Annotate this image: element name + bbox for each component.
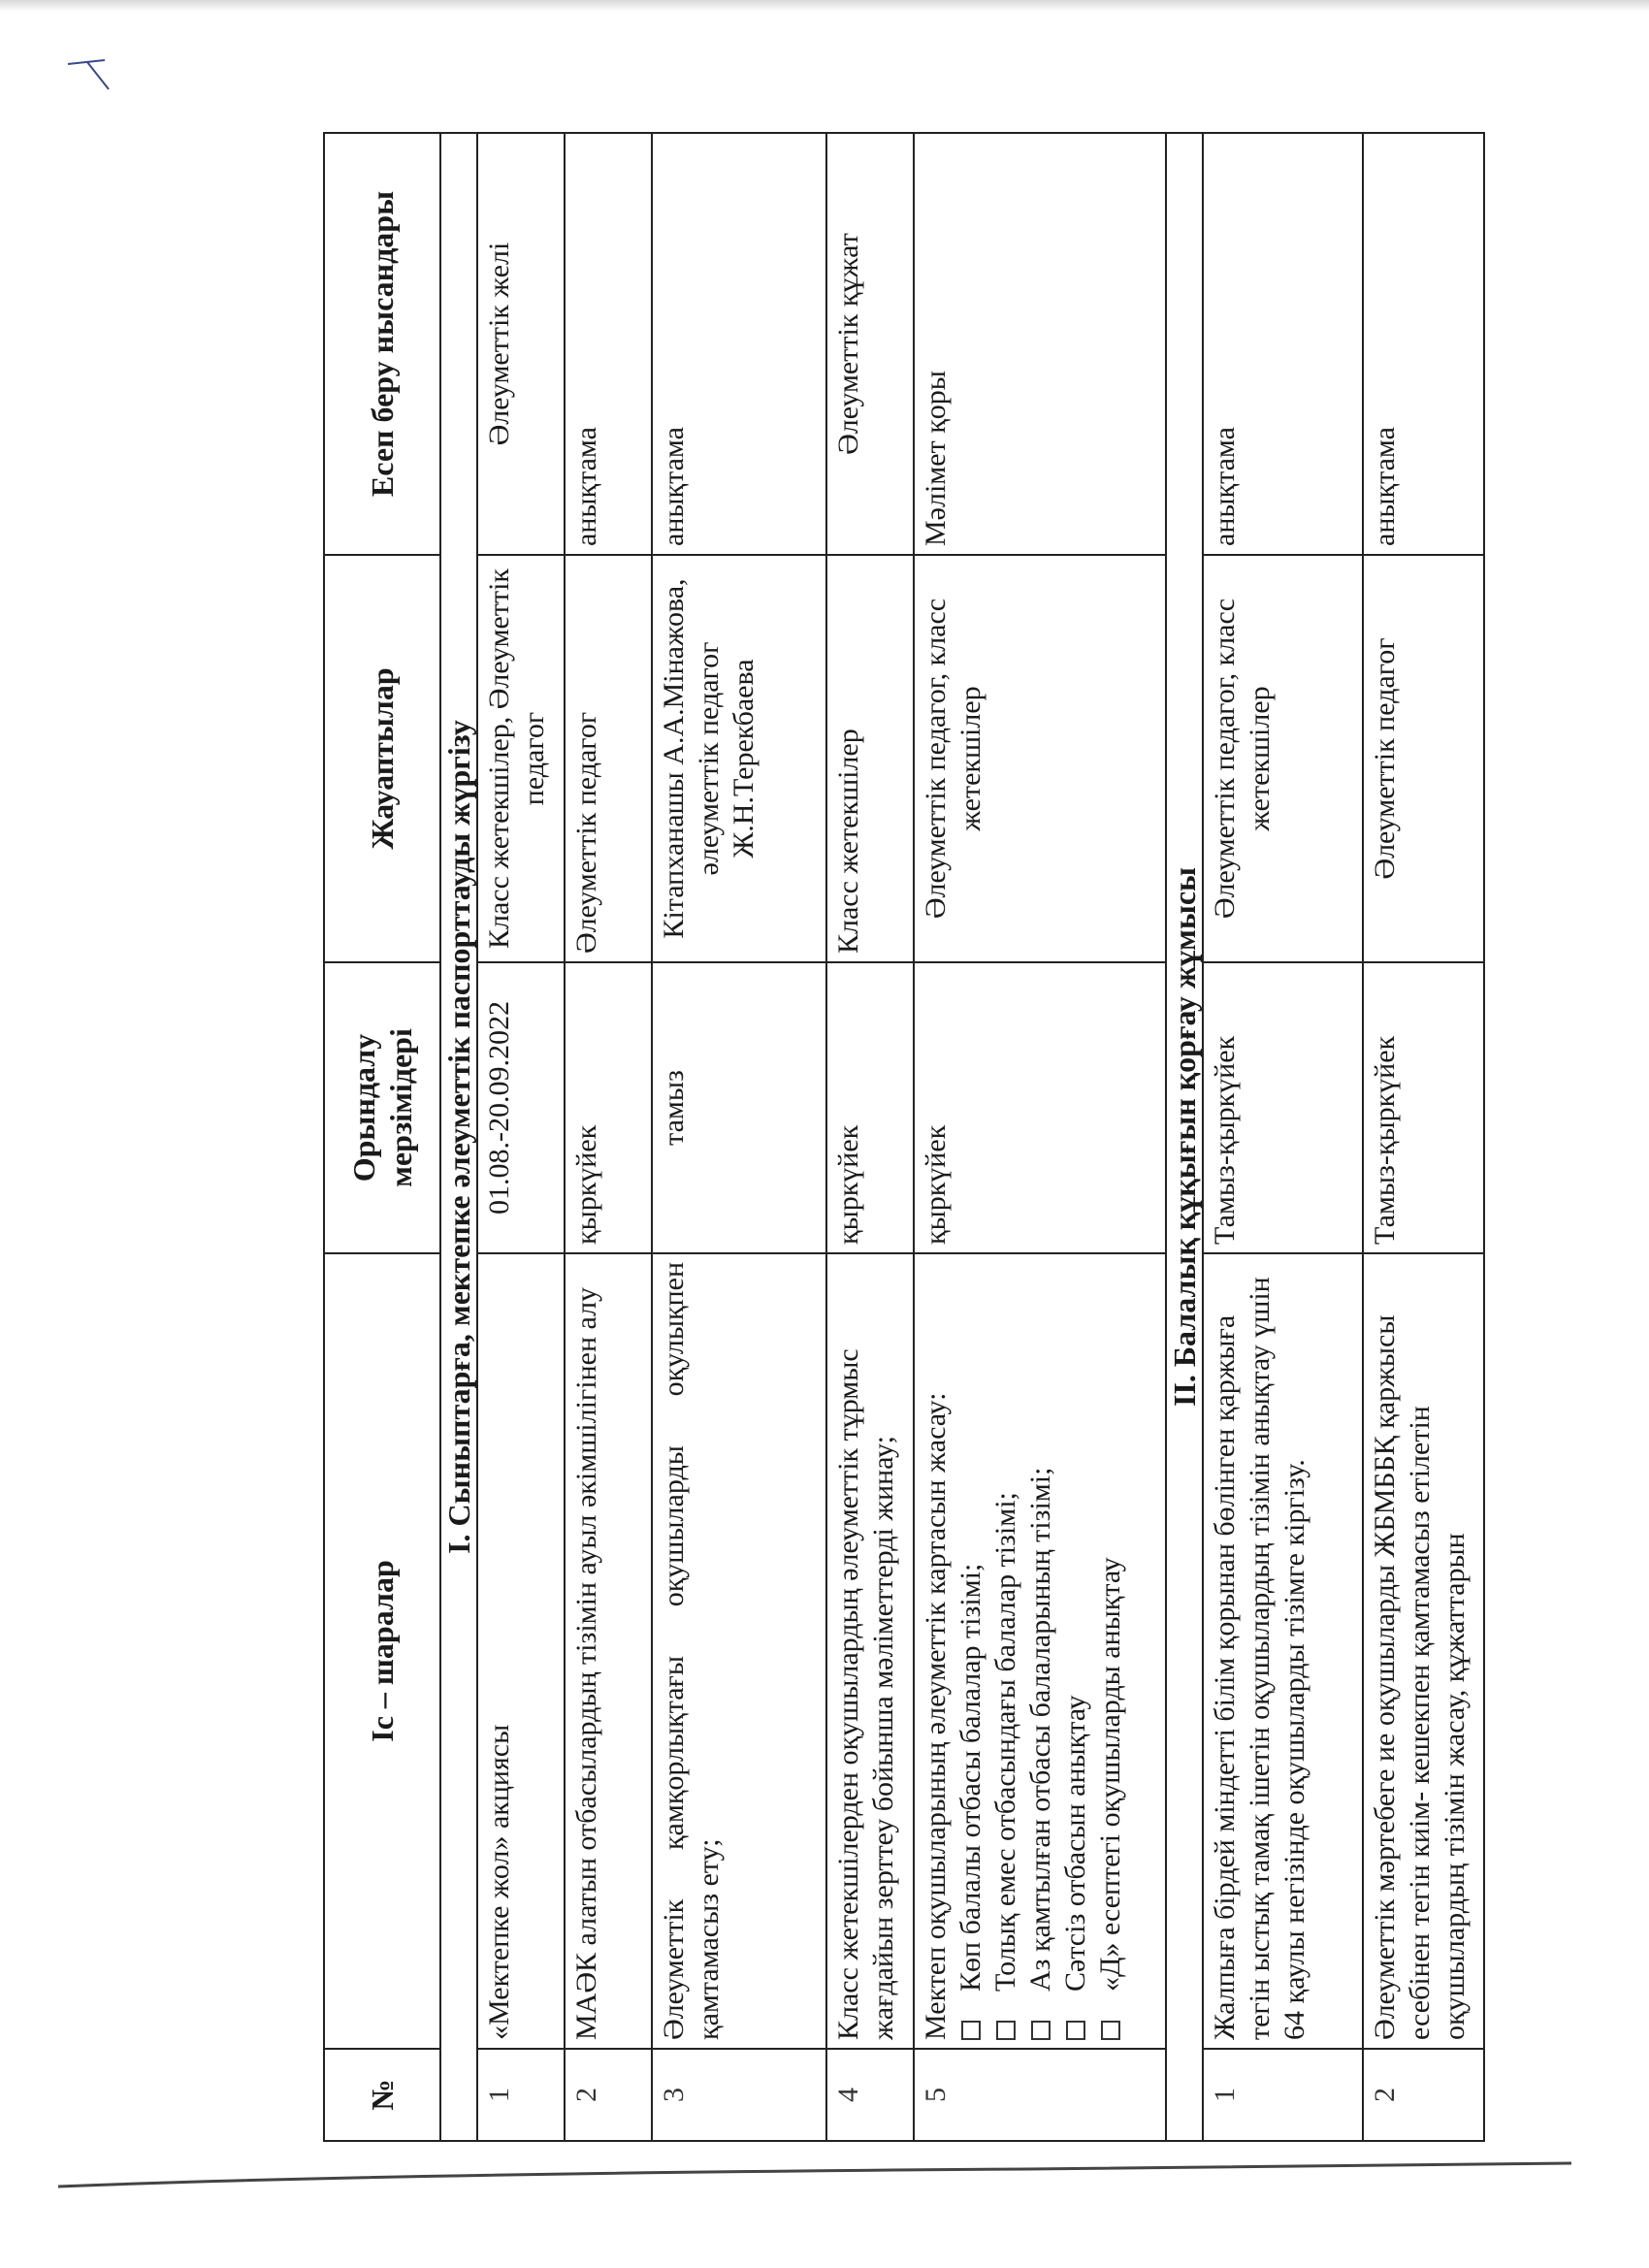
list-item: Толық емес отбасындағы балалар тізімі; [988, 1262, 1023, 2040]
row-report: анықтама [1203, 133, 1363, 555]
list-item: «Д» есептегі оқушыларды анықтау [1093, 1262, 1128, 2040]
row-activity: Жалпыға бірдей міндетті білім қорынан бөлінген қаржыға тегін ыстық тамақ ішетін оқушылардың тізімін анықтау үшін 64 қаулы негізінде оқушыларды тізімге кіргізу. [1203, 1253, 1363, 2049]
row-num: 2 [565, 2049, 652, 2141]
row-responsible: Класс жетекшілер, Әлеуметтік педагог [477, 555, 565, 962]
bullet-box-icon [1066, 2021, 1085, 2040]
row-report: анықтама [1363, 133, 1484, 555]
list-item: Сәтсіз отбасын анықтау [1058, 1262, 1093, 2040]
bullet-box-icon [996, 2021, 1016, 2040]
header-deadline: Орындалу мерзімідері [324, 962, 440, 1253]
table-row [914, 133, 1166, 2141]
row-num: 1 [477, 2049, 565, 2141]
row-deadline: қыркүйек [565, 962, 652, 1253]
plan-table [323, 132, 1485, 2142]
header-report: Есеп беру нысандары [324, 133, 440, 555]
row-activity: «Мектепке жол» акциясы [477, 1253, 565, 2049]
row-deadline: 01.08.-20.09.2022 [477, 962, 565, 1253]
table-row [652, 133, 826, 2141]
row-report: анықтама [652, 133, 826, 555]
table-row [826, 133, 914, 2141]
row-deadline: қыркүйек [914, 962, 1166, 1253]
section-1-title: І. Сыныптарға, мектепке әлеуметтік паспорттауды жүргізу [440, 133, 477, 2141]
section-title-row [440, 133, 477, 2141]
pen-mark [66, 58, 111, 91]
table-row [1203, 133, 1363, 2141]
row-deadline: тамыз [652, 962, 826, 1253]
row-activity: Класс жетекшілерден оқушылардың әлеуметтік тұрмыс жағдайын зерттеу бойынша мәліметтерді жинау; [826, 1253, 914, 2049]
row-report: Әлеуметтік құжат [826, 133, 914, 555]
list-item: Көп балалы отбасы балалар тізімі; [954, 1262, 988, 2040]
bullet-box-icon [961, 2021, 981, 2040]
row-num: 5 [914, 2049, 1166, 2141]
table-row [1363, 133, 1484, 2141]
section-2-title: ІІ. Балалық құқығын қорғау жұмысы [1166, 133, 1203, 2141]
row-responsible: Әлеуметтік педагог, класс жетекшілер [914, 555, 1166, 962]
row-report: Мәлімет қоры [914, 133, 1166, 555]
header-num: № [324, 2049, 440, 2141]
row-responsible: Әлеуметтік педагог [1363, 555, 1484, 962]
row-responsible: Класс жетекшілер [826, 555, 914, 962]
section-title-row [1166, 133, 1203, 2141]
row-activity: Әлеуметтік қамқорлықтағы оқушыларды оқулықпен қамтамасыз ету; [652, 1253, 826, 2049]
row-deadline: Тамыз-қыркүйек [1363, 962, 1484, 1253]
table-row [477, 133, 565, 2141]
header-responsible: Жауаптылар [324, 555, 440, 962]
bullet-box-icon [1031, 2021, 1051, 2040]
row-deadline: қыркүйек [826, 962, 914, 1253]
table-header-row [324, 133, 440, 2141]
row-num: 4 [826, 2049, 914, 2141]
row-responsible: Әлеуметтік педагог [565, 555, 652, 962]
list-item: Аз қамтылған отбасы балаларының тізімі; [1023, 1262, 1058, 2040]
row-deadline: Тамыз-қыркүйек [1203, 962, 1363, 1253]
bullet-box-icon [1101, 2021, 1120, 2040]
row-responsible: Кітапханашы А.А.Мінажова, әлеуметтік педагог Ж.Н.Терекбаева [652, 555, 826, 962]
row-activity [914, 1253, 1166, 2049]
row-responsible: Әлеуметтік педагог, класс жетекшілер [1203, 555, 1363, 962]
row-report: Әлеуметтік желі [477, 133, 565, 555]
row-report: анықтама [565, 133, 652, 555]
row-activity: МАӘК алатын отбасылардың тізімін ауыл әкімшілігінен алу [565, 1253, 652, 2049]
social-map-list [954, 1262, 1128, 2040]
table-row [565, 133, 652, 2141]
row-num: 2 [1363, 2049, 1484, 2141]
row-activity: Әлеуметтік мәртебеге ие оқушыларды ЖБМББҚ қаржысы есебінен тегін киім- кешекпен қамтамасыз етілетін оқушылардың тізімін жасау, құжаттарын [1363, 1253, 1484, 2049]
rotated-page [323, 134, 1506, 2142]
row-num: 1 [1203, 2049, 1363, 2141]
row-activity-intro: Мектеп оқушыларының әлеуметтік картасын жасау: [920, 1392, 952, 2040]
header-activity: Іс – шаралар [324, 1253, 440, 2049]
row-num: 3 [652, 2049, 826, 2141]
scan-bottom-line [58, 2154, 1571, 2192]
scan-top-edge [0, 0, 1649, 12]
